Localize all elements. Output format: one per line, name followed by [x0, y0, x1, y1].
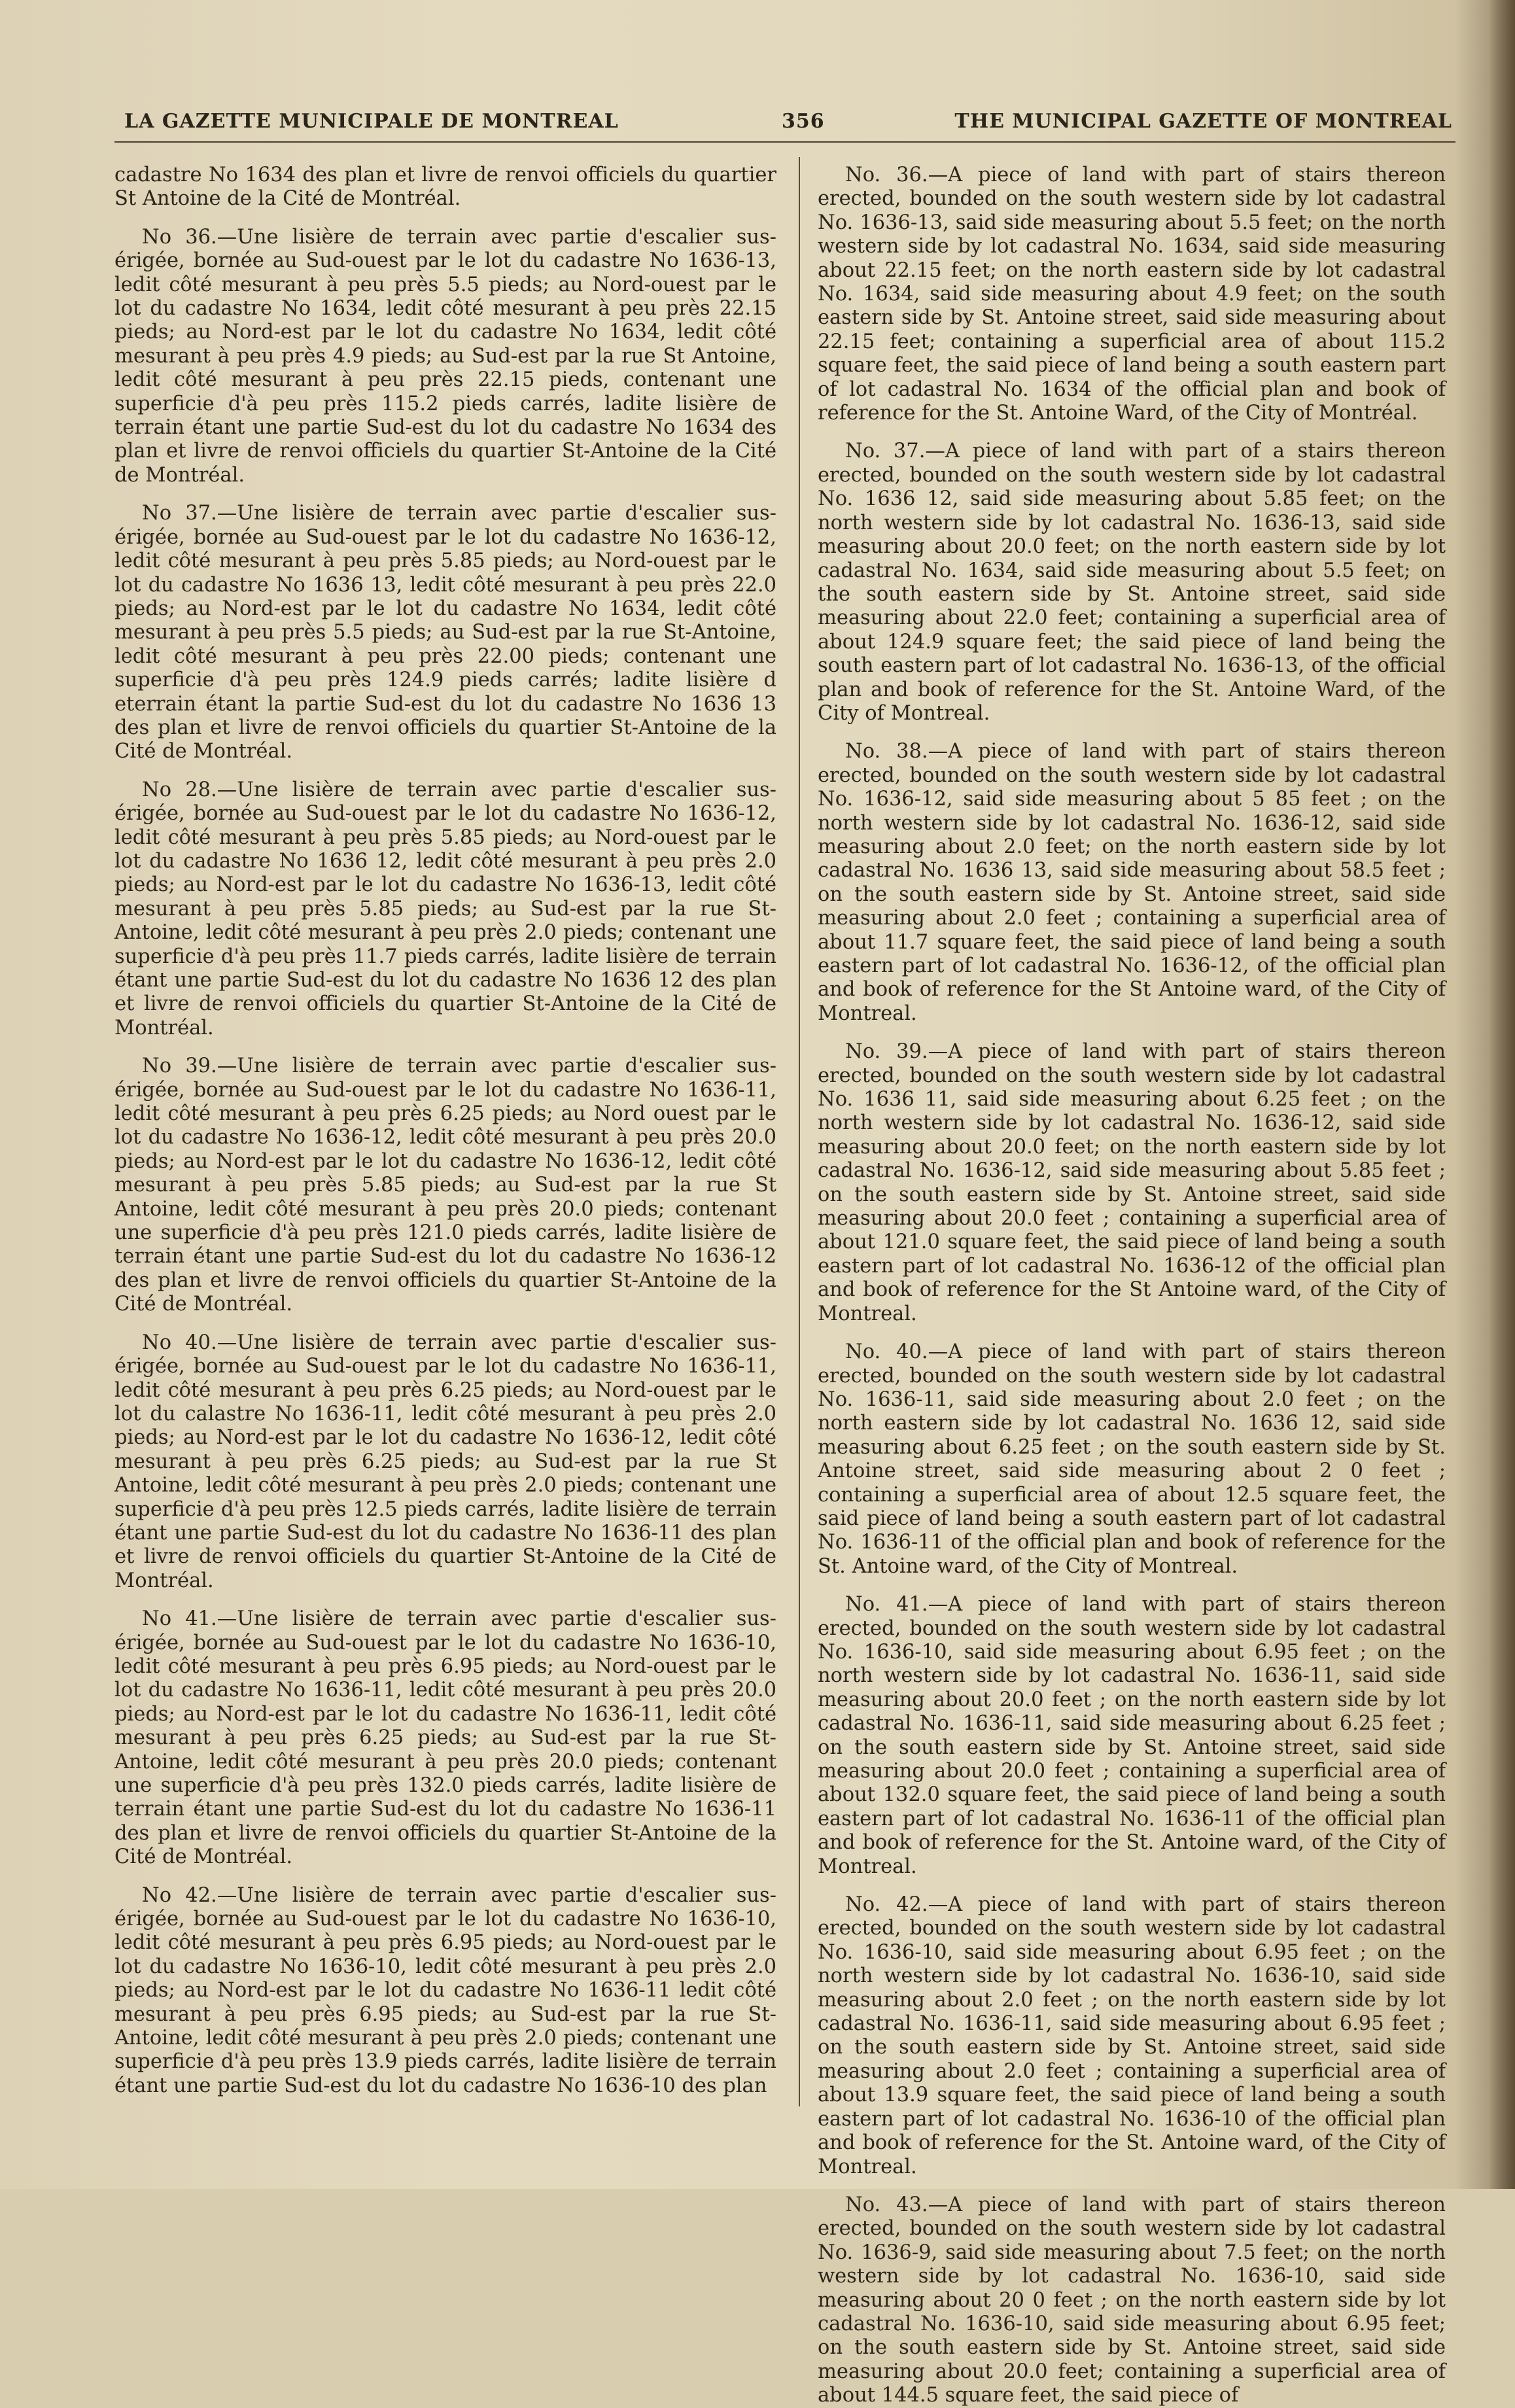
- page-edge-shadow: [1490, 0, 1515, 2189]
- english-column: [818, 164, 1446, 2407]
- paragraph-en-no-43: No. 43.—A piece of land with part of stairs thereon erected, bounded on the south western side by lot cadastral No. 1636-9, said side measuring about 7.5 feet; on the north western side by lot cadastral No. 1636-10, said side measuring about 20 0 feet ; on the north eastern side by lot cadastral No. 1636-10, said side measuring about 6.95 feet; on the south eastern side by St. Antoine street, said side measuring about 20.0 feet; containing a superficial area of about 144.5 square feet, the said piece of: [818, 2193, 1446, 2407]
- paragraph-en-no-39: No. 39.—A piece of land with part of stairs thereon erected, bounded on the south western side by lot cadastral No. 1636 11, said side measuring about 6.25 feet ; on the north western side by lot cadastral No. 1636-12, said side measuring about 20.0 feet; on the north eastern side by lot cadastral No. 1636-12, said side measuring about 5.85 feet ; on the south eastern side by St. Antoine street, said side measuring about 20.0 feet ; containing a superficial area of about 121.0 square feet, the said piece of land being a south eastern part of lot cadastral No. 1636-12 of the official plan and book of reference for the St Antoine ward, of the City of Montreal.: [818, 1040, 1446, 1325]
- paragraph-en-no-37: No. 37.—A piece of land with part of a stairs thereon erected, bounded on the south western side by lot cadastral No. 1636 12, said side measuring about 5.85 feet; on the north western side by lot cadastral No. 1636-13, said side measuring about 20.0 feet; on the north eastern side by lot cadastral No. 1634, said side measuring about 5.5 feet; on the south eastern side by St. Antoine street, said side measuring about 22.0 feet; containing a superficial area of about 124.9 square feet; the said piece of land being the south eastern part of lot cadastral No. 1636-13, of the official plan and book of reference for the St. Antoine Ward, of the City of Montreal.: [818, 440, 1446, 725]
- header-title-english: THE MUNICIPAL GAZETTE OF MONTREAL: [954, 110, 1452, 133]
- paragraph-en-no-41: No. 41.—A piece of land with part of stairs thereon erected, bounded on the south western side by lot cadastral No. 1636-10, said side measuring about 6.95 feet ; on the north western side by lot cadastral No. 1636-11, said side measuring about 20.0 feet ; on the north eastern side by lot cadastral No. 1636-11, said side measuring about 6.25 feet ; on the south eastern side by St. Antoine street, said side measuring about 20.0 feet ; containing a superficial area of about 132.0 square feet, the said piece of land being a south eastern part of lot cadastral No. 1636-11 of the official plan and book of reference for the St. Antoine ward, of the City of Montreal.: [818, 1593, 1446, 1878]
- header-title-french: LA GAZETTE MUNICIPALE DE MONTREAL: [124, 110, 619, 133]
- paragraph-fr-no-39: No 39.—Une lisière de terrain avec partie d'escalier sus-érigée, bornée au Sud-ouest par le lot du cadastre No 1636-11, ledit côté mesurant à peu près 6.25 pieds; au Nord ouest par le lot du cadastre No 1636-12, ledit côté mesurant à peu près 20.0 pieds; au Nord-est par le lot du cadastre No 1636-12, ledit côté mesurant à peu près 5.85 pieds; au Sud-est par la rue St Antoine, ledit côté mesurant à peu près 20.0 pieds; contenant une superficie d'à peu près 121.0 pieds carrés, ladite lisière de terrain étant une partie Sud-est du lot du cadastre No 1636-12 des plan et livre de renvoi officiels du quartier St-Antoine de la Cité de Montréal.: [114, 1055, 776, 1316]
- running-head: [124, 110, 1452, 136]
- paragraph-en-no-42: No. 42.—A piece of land with part of stairs thereon erected, bounded on the south western side by lot cadastral No. 1636-10, said side measuring about 6.95 feet ; on the north western side by lot cadastral No. 1636-10, said side measuring about 2.0 feet ; on the north eastern side by lot cadastral No. 1636-11, said side measuring about 6.95 feet ; on the south eastern side by St. Antoine street, said side measuring about 2.0 feet ; containing a superficial area of about 13.9 square feet, the said piece of land being a south eastern part of lot cadastral No. 1636-10 of the official plan and book of reference for the St. Antoine ward, of the City of Montreal.: [818, 1893, 1446, 2178]
- page-number: 356: [782, 110, 825, 133]
- header-rule: [114, 141, 1455, 143]
- paragraph-fr-continuation: cadastre No 1634 des plan et livre de renvoi officiels du quartier St Antoine de la Cité de Montréal.: [114, 164, 776, 211]
- french-column: [114, 164, 776, 2113]
- paragraph-fr-no-28: No 28.—Une lisière de terrain avec partie d'escalier sus-érigée, bornée au Sud-ouest par le lot du cadastre No 1636-12, ledit côté mesurant à peu près 5.85 pieds; au Nord-ouest par le lot du cadastre No 1636 12, ledit côté mesurant à peu près 2.0 pieds; au Nord-est par le lot du cadastre No 1636-13, ledit côté mesurant à peu près 5.85 pieds; au Sud-est par la rue St-Antoine, ledit côté mesurant à peu près 2.0 pieds; contenant une superficie d'à peu près 11.7 pieds carrés, ladite lisière de terrain étant une partie Sud-est du lot du cadastre No 1636 12 des plan et livre de renvoi officiels du quartier St-Antoine de la Cité de Montréal.: [114, 778, 776, 1039]
- column-divider: [799, 157, 800, 2106]
- paragraph-fr-no-36: No 36.—Une lisière de terrain avec partie d'escalier sus-érigée, bornée au Sud-ouest par le lot du cadastre No 1636-13, ledit côté mesurant à peu près 5.5 pieds; au Nord-ouest par le lot du cadastre No 1634, ledit côté mesurant à peu près 22.15 pieds; au Nord-est par le lot du cadastre No 1634, ledit côté mesurant à peu près 4.9 pieds; au Sud-est par la rue St Antoine, ledit côté mesurant à peu près 22.15 pieds, contenant une superficie d'à peu près 115.2 pieds carrés, ladite lisière de terrain étant une partie Sud-est du lot du cadastre No 1634 des plan et livre de renvoi officiels du quartier St-Antoine de la Cité de Montréal.: [114, 225, 776, 487]
- paragraph-en-no-40: No. 40.—A piece of land with part of stairs thereon erected, bounded on the south western side by lot cadastral No. 1636-11, said side measuring about 2.0 feet ; on the north eastern side by lot cadastral No. 1636 12, said side measuring about 6.25 feet ; on the south eastern side by St. Antoine street, said side measuring about 2 0 feet ; containing a superficial area of about 12.5 square feet, the said piece of land being a south eastern part of lot cadastral No. 1636-11 of the official plan and book of reference for the St. Antoine ward, of the City of Montreal.: [818, 1340, 1446, 1578]
- paragraph-fr-no-42: No 42.—Une lisière de terrain avec partie d'escalier sus-érigée, bornée au Sud-ouest par le lot du cadastre No 1636-10, ledit côté mesurant à peu près 6.95 pieds; au Nord-ouest par le lot du cadastre No 1636-10, ledit côté mesurant à peu près 2.0 pieds; au Nord-est par le lot du cadastre No 1636-11 ledit côté mesurant à peu près 6.95 pieds; au Sud-est par la rue St-Antoine, ledit côté mesurant à peu près 2.0 pieds; contenant une superficie d'à peu près 13.9 pieds carrés, ladite lisière de terrain étant une partie Sud-est du lot du cadastre No 1636-10 des plan: [114, 1883, 776, 2097]
- paragraph-fr-no-41: No 41.—Une lisière de terrain avec partie d'escalier sus-érigée, bornée au Sud-ouest par le lot du cadastre No 1636-10, ledit côté mesurant à peu près 6.95 pieds; au Nord-ouest par le lot du cadastre No 1636-11, ledit côté mesurant à peu près 20.0 pieds; au Nord-est par le lot du cadastre No 1636-11, ledit côté mesurant à peu près 6.25 pieds; au Sud-est par la rue St-Antoine, ledit côté mesurant à peu près 20.0 pieds; contenant une superficie d'à peu près 132.0 pieds carrés, ladite lisière de terrain étant une partie Sud-est du lot du cadastre No 1636-11 des plan et livre de renvoi officiels du quartier St-Antoine de la Cité de Montréal.: [114, 1607, 776, 1869]
- paragraph-fr-no-37: No 37.—Une lisière de terrain avec partie d'escalier sus-érigée, bornée au Sud-ouest par le lot du cadastre No 1636-12, ledit côté mesurant à peu près 5.85 pieds; au Nord-ouest par le lot du cadastre No 1636 13, ledit côté mesurant à peu près 22.0 pieds; au Nord-est par le lot du cadastre No 1634, ledit côté mesurant à peu près 5.5 pieds; au Sud-est par la rue St-Antoine, ledit côté mesurant à peu près 22.00 pieds; contenant une superficie d'à peu près 124.9 pieds carrés; ladite lisière d eterrain étant la partie Sud-est du lot du cadastre No 1636 13 des plan et livre de renvoi officiels du quartier St-Antoine de la Cité de Montréal.: [114, 502, 776, 763]
- paragraph-en-no-36: No. 36.—A piece of land with part of stairs thereon erected, bounded on the south western side by lot cadastral No. 1636-13, said side measuring about 5.5 feet; on the north western side by lot cadastral No. 1634, said side measuring about 22.15 feet; on the north eastern side by lot cadastral No. 1634, said side measuring about 4.9 feet; on the south eastern side by St. Antoine street, said side measuring about 22.15 feet; containing a superficial area of about 115.2 square feet, the said piece of land being a south eastern part of lot cadastral No. 1634 of the official plan and book of reference for the St. Antoine Ward, of the City of Montréal.: [818, 164, 1446, 425]
- paragraph-en-no-38: No. 38.—A piece of land with part of stairs thereon erected, bounded on the south western side by lot cadastral No. 1636-12, said side measuring about 5 85 feet ; on the north western side by lot cadastral No. 1636-12, said side measuring about 2.0 feet; on the north eastern side by lot cadastral No. 1636 13, said side measuring about 58.5 feet ; on the south eastern side by St. Antoine street, said side measuring about 2.0 feet ; containing a superficial area of about 11.7 square feet, the said piece of land being a south eastern part of lot cadastral No. 1636-12, of the official plan and book of reference for the St Antoine ward, of the City of Montreal.: [818, 740, 1446, 1025]
- paragraph-fr-no-40: No 40.—Une lisière de terrain avec partie d'escalier sus-érigée, bornée au Sud-ouest par le lot du cadastre No 1636-11, ledit côté mesurant à peu près 6.25 pieds; au Nord-ouest par le lot du calastre No 1636-11, ledit côté mesurant à peu près 2.0 pieds; au Nord-est par le lot du cadastre No 1636-12, ledit côté mesurant à peu près 6.25 pieds; au Sud-est par la rue St Antoine, ledit côté mesurant à peu près 2.0 pieds; contenant une superficie d'à peu près 12.5 pieds carrés, ladite lisière de terrain étant une partie Sud-est du lot du cadastre No 1636-11 des plan et livre de renvoi officiels du quartier St-Antoine de la Cité de Montréal.: [114, 1331, 776, 1592]
